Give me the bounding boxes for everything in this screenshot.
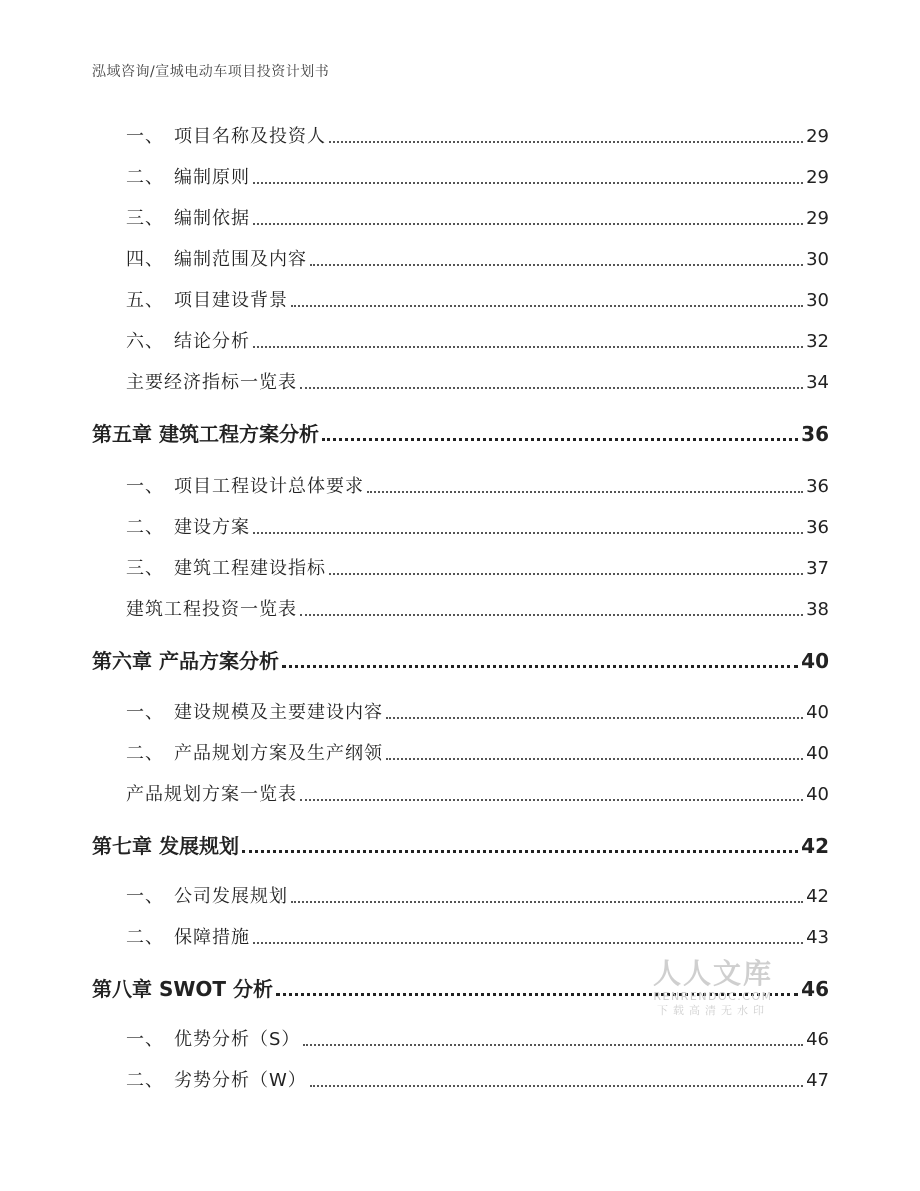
toc-entry[interactable] [92,245,829,271]
toc-page-number: 40 [801,649,829,673]
toc-entry-title [92,558,326,580]
toc-entry-number: 五、 [126,290,164,311]
toc-leader-dots [253,346,803,348]
toc-entry-text: 产品规划方案一览表 [126,784,297,805]
toc-leader-dots [329,141,803,143]
toc-page-number: 42 [806,886,829,907]
toc-entry-title [92,423,319,445]
toc-entry[interactable] [92,1066,829,1092]
toc-page-number: 37 [806,558,829,579]
toc-entry-text: 保障措施 [174,927,250,948]
toc-page-number: 46 [806,1029,829,1050]
toc-page-number: 40 [806,702,829,723]
toc-entry-text: 编制依据 [174,208,250,229]
toc-page-number: 30 [806,290,829,311]
toc-entry[interactable] [92,368,829,394]
toc-chapter-entry[interactable] [92,831,829,857]
toc-page-number: 30 [806,249,829,270]
toc-entry-title [92,927,250,949]
toc-entry-number: 四、 [126,249,164,270]
toc-entry-number: 二、 [126,743,164,764]
toc-leader-dots [386,717,803,719]
toc-leader-dots [310,1085,803,1087]
toc-entry-title [92,331,250,353]
toc-entry-title [92,784,297,806]
toc-page-number: 29 [806,208,829,229]
toc-page-number: 32 [806,331,829,352]
watermark-logo [648,958,778,1019]
toc-entry-text: 编制原则 [174,167,250,188]
toc-entry-number: 六、 [126,331,164,352]
toc-leader-dots [386,758,803,760]
toc-entry-text: 建设方案 [174,517,250,538]
toc-leader-dots [291,901,803,903]
toc-page-number: 29 [806,126,829,147]
toc-page-number: 38 [806,599,829,620]
toc-chapter-entry[interactable] [92,419,829,445]
toc-entry[interactable] [92,923,829,949]
toc-leader-dots [253,182,803,184]
toc-page-number: 36 [801,422,829,446]
toc-entry-title [92,208,250,230]
toc-page-number: 46 [801,977,829,1001]
toc-entry-title [92,517,250,539]
toc-entry-text: 第八章 SWOT 分析 [92,977,274,1001]
toc-entry-text: 第七章 发展规划 [92,834,239,858]
toc-entry-title [92,886,288,908]
toc-entry-text: 建设规模及主要建设内容 [174,702,383,723]
toc-leader-dots [242,850,798,853]
toc-leader-dots [322,438,798,441]
toc-entry-text: 优势分析（S） [174,1029,301,1050]
toc-entry-text: 公司发展规划 [174,886,288,907]
toc-leader-dots [367,491,803,493]
toc-entry-text: 劣势分析（W） [174,1070,307,1091]
toc-leader-dots [253,532,803,534]
toc-entry-title [92,249,307,271]
toc-entry[interactable] [92,595,829,621]
toc-entry-title [92,702,383,724]
toc-page-number: 40 [806,743,829,764]
toc-entry-title [92,372,297,394]
toc-entry-title [92,126,326,148]
toc-page-number: 42 [801,834,829,858]
page-header: 泓域咨询/宣城电动车项目投资计划书 [92,64,330,80]
toc-entry-title [92,835,239,857]
toc-entry-text: 编制范围及内容 [174,249,307,270]
toc-leader-dots [291,305,803,307]
toc-entry-number: 一、 [126,1029,164,1050]
toc-entry-number: 一、 [126,476,164,497]
toc-entry[interactable] [92,122,829,148]
watermark-title: 人人文库 [652,957,773,990]
toc-page-number: 36 [806,517,829,538]
toc-entry-number: 二、 [126,517,164,538]
toc-page-number: 36 [806,476,829,497]
toc-entry-text: 第六章 产品方案分析 [92,649,279,673]
toc-page-number: 40 [806,784,829,805]
toc-entry-title [92,290,288,312]
toc-leader-dots [300,614,803,616]
toc-leader-dots [253,223,803,225]
toc-entry-text: 项目名称及投资人 [174,126,326,147]
toc-entry-title [92,167,250,189]
toc-entry-title [92,599,297,621]
toc-entry[interactable] [92,882,829,908]
toc-leader-dots [253,942,803,944]
toc-entry-text: 产品规划方案及生产纲领 [174,743,383,764]
toc-entry[interactable] [92,780,829,806]
toc-leader-dots [300,799,803,801]
toc-page-number: 43 [806,927,829,948]
toc-chapter-entry[interactable] [92,646,829,672]
toc-entry-title [92,650,279,672]
toc-entry[interactable] [92,698,829,724]
toc-entry-title [92,978,273,1000]
toc-leader-dots [282,665,798,668]
toc-entry[interactable] [92,513,829,539]
toc-entry[interactable] [92,286,829,312]
toc-entry-number: 二、 [126,927,164,948]
toc-page-number: 34 [806,372,829,393]
toc-entry-title [92,1070,307,1092]
toc-entry-text: 建筑工程投资一览表 [126,599,297,620]
toc-entry-number: 三、 [126,208,164,229]
toc-entry[interactable] [92,554,829,580]
toc-page-number: 29 [806,167,829,188]
toc-entry[interactable] [92,204,829,230]
toc-entry-text: 建筑工程建设指标 [174,558,326,579]
toc-entry-number: 一、 [126,886,164,907]
toc-entry[interactable] [92,472,829,498]
toc-entry[interactable] [92,327,829,353]
toc-entry-text: 项目建设背景 [174,290,288,311]
toc-entry-text: 主要经济指标一览表 [126,372,297,393]
toc-entry-text: 第五章 建筑工程方案分析 [92,422,319,446]
toc-entry[interactable] [92,1025,829,1051]
toc-page-number: 47 [806,1070,829,1091]
toc-leader-dots [329,573,803,575]
toc-entry-title [92,1029,300,1051]
toc-leader-dots [310,264,803,266]
toc-entry-text: 结论分析 [174,331,250,352]
watermark-tagline: 下载高清无水印 [657,1004,769,1017]
toc-entry-number: 三、 [126,558,164,579]
toc-leader-dots [300,387,803,389]
toc-leader-dots [303,1044,803,1046]
toc-entry[interactable] [92,739,829,765]
watermark-url: RENRENDOC.COM [653,990,773,1003]
toc-entry-number: 二、 [126,167,164,188]
toc-entry[interactable] [92,163,829,189]
toc-entry-title [92,743,383,765]
toc-entry-title [92,476,364,498]
toc-entry-number: 二、 [126,1070,164,1091]
toc-entry-number: 一、 [126,126,164,147]
toc-entry-text: 项目工程设计总体要求 [174,476,364,497]
toc-entry-number: 一、 [126,702,164,723]
